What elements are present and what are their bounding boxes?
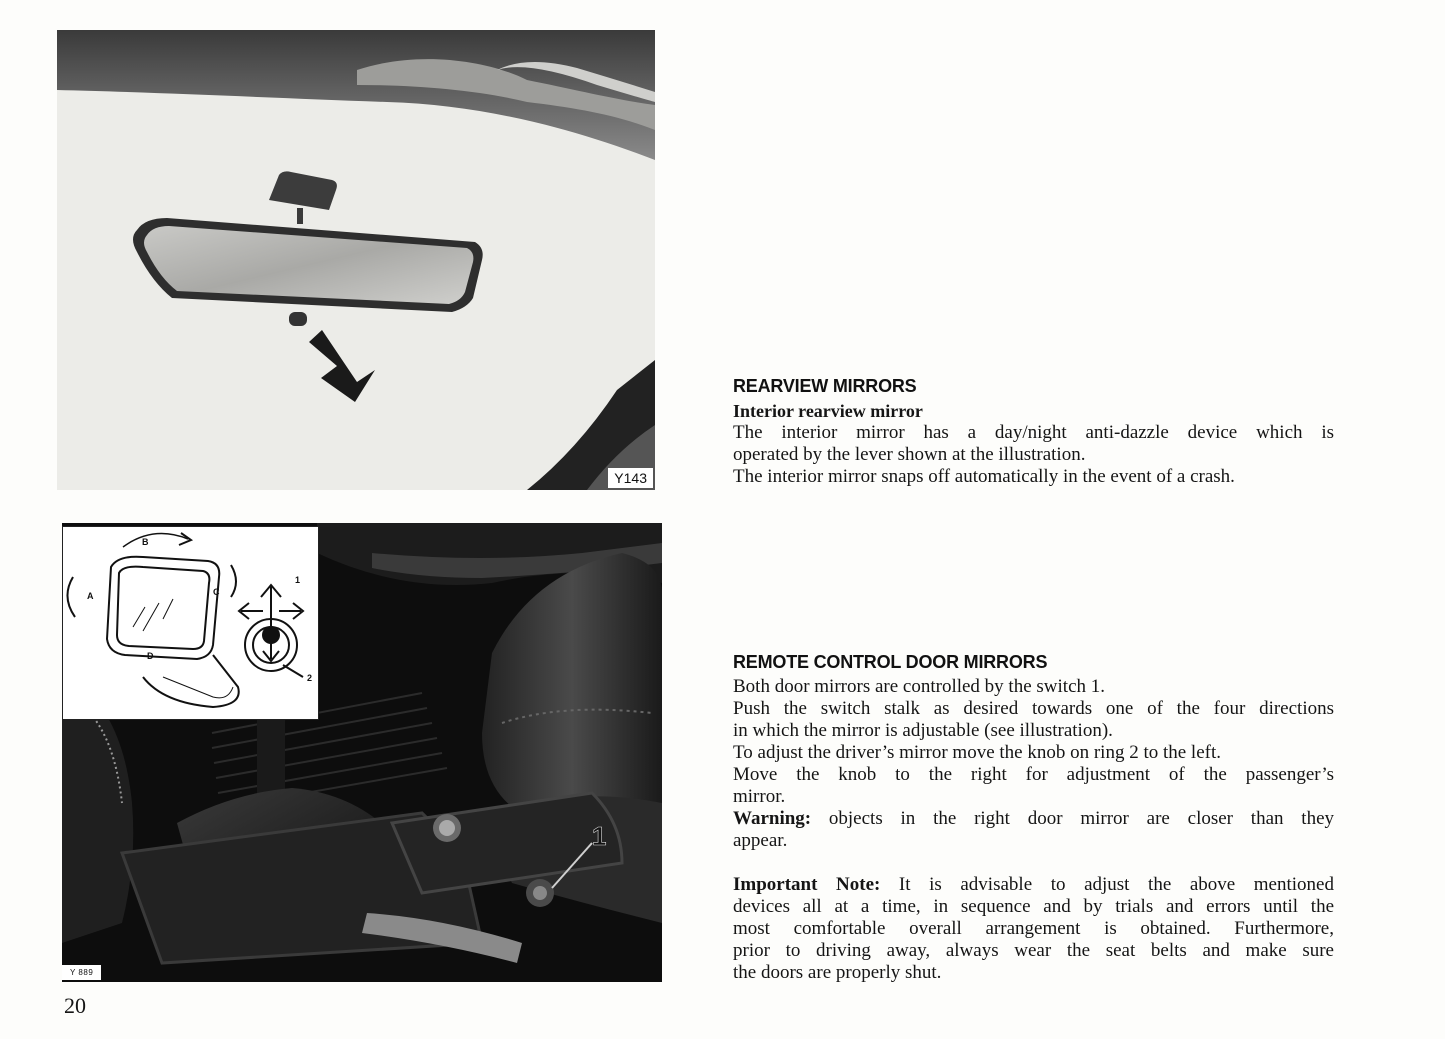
- text-line: mirror.: [733, 786, 786, 807]
- door-mirrors-section: [733, 652, 1334, 984]
- inset-label-1: 1: [295, 575, 301, 585]
- text-line: in which the mirror is adjustable (see illustration).: [733, 720, 1113, 741]
- inset-label-a: A: [87, 591, 94, 601]
- page-number: 20: [64, 993, 86, 1018]
- door-mirrors-heading: REMOTE CONTROL DOOR MIRRORS: [733, 652, 1048, 672]
- text-line: The interior mirror snaps off automatically in the event of a crash.: [733, 466, 1235, 487]
- rearview-mirror-photo: [57, 30, 655, 490]
- warning-text: objects in the right door mirror are closer than they: [811, 808, 1334, 829]
- note-line: [733, 874, 1334, 896]
- rearview-mirrors-section: [733, 376, 1334, 488]
- text-line: Both door mirrors are controlled by the switch 1.: [733, 676, 1106, 697]
- rearview-mirrors-body: [733, 422, 1334, 488]
- text-line: The interior mirror has a day/night anti-dazzle device which is: [733, 422, 1334, 443]
- text-line: most comfortable overall arrangement is obtained. Furthermore,: [733, 918, 1334, 939]
- mirror-adjustment-drawing: [63, 527, 318, 719]
- text-line: Move the knob to the right for adjustment of the passenger’s: [733, 764, 1334, 785]
- door-mirrors-body: [733, 676, 1334, 852]
- warning-label: Warning:: [733, 808, 812, 829]
- text-line: To adjust the driver’s mirror move the knob on ring 2 to the left.: [733, 742, 1221, 763]
- interior-rearview-subheading: Interior rearview mirror: [733, 401, 923, 421]
- text-line: devices all at a time, in sequence and by trials and errors until the: [733, 896, 1334, 917]
- text-line: operated by the lever shown at the illustration.: [733, 444, 1086, 465]
- important-note: [733, 874, 1334, 984]
- inset-label-b: B: [142, 537, 149, 547]
- inset-label-c: C: [213, 587, 220, 597]
- text-line: the doors are properly shut.: [733, 962, 942, 983]
- note-text: It is advisable to adjust the above mentioned: [880, 874, 1334, 895]
- text-line: Push the switch stalk as desired towards one of the four directions: [733, 698, 1334, 719]
- text-line: appear.: [733, 830, 788, 851]
- figure-code-label: Y 889: [62, 965, 101, 980]
- inset-label-2: 2: [307, 673, 313, 683]
- warning-line: [733, 808, 1334, 830]
- text-line: prior to driving away, always wear the seat belts and make sure: [733, 940, 1334, 961]
- inset-label-d: D: [147, 651, 154, 661]
- callout-number-1: 1: [592, 821, 607, 851]
- note-label: Important Note:: [733, 874, 881, 895]
- rearview-mirrors-heading: REARVIEW MIRRORS: [733, 376, 917, 396]
- figure-code-label: Y143: [608, 468, 653, 488]
- rearview-mirror-illustration: [57, 30, 655, 490]
- mirror-adjustment-diagram: [62, 526, 319, 720]
